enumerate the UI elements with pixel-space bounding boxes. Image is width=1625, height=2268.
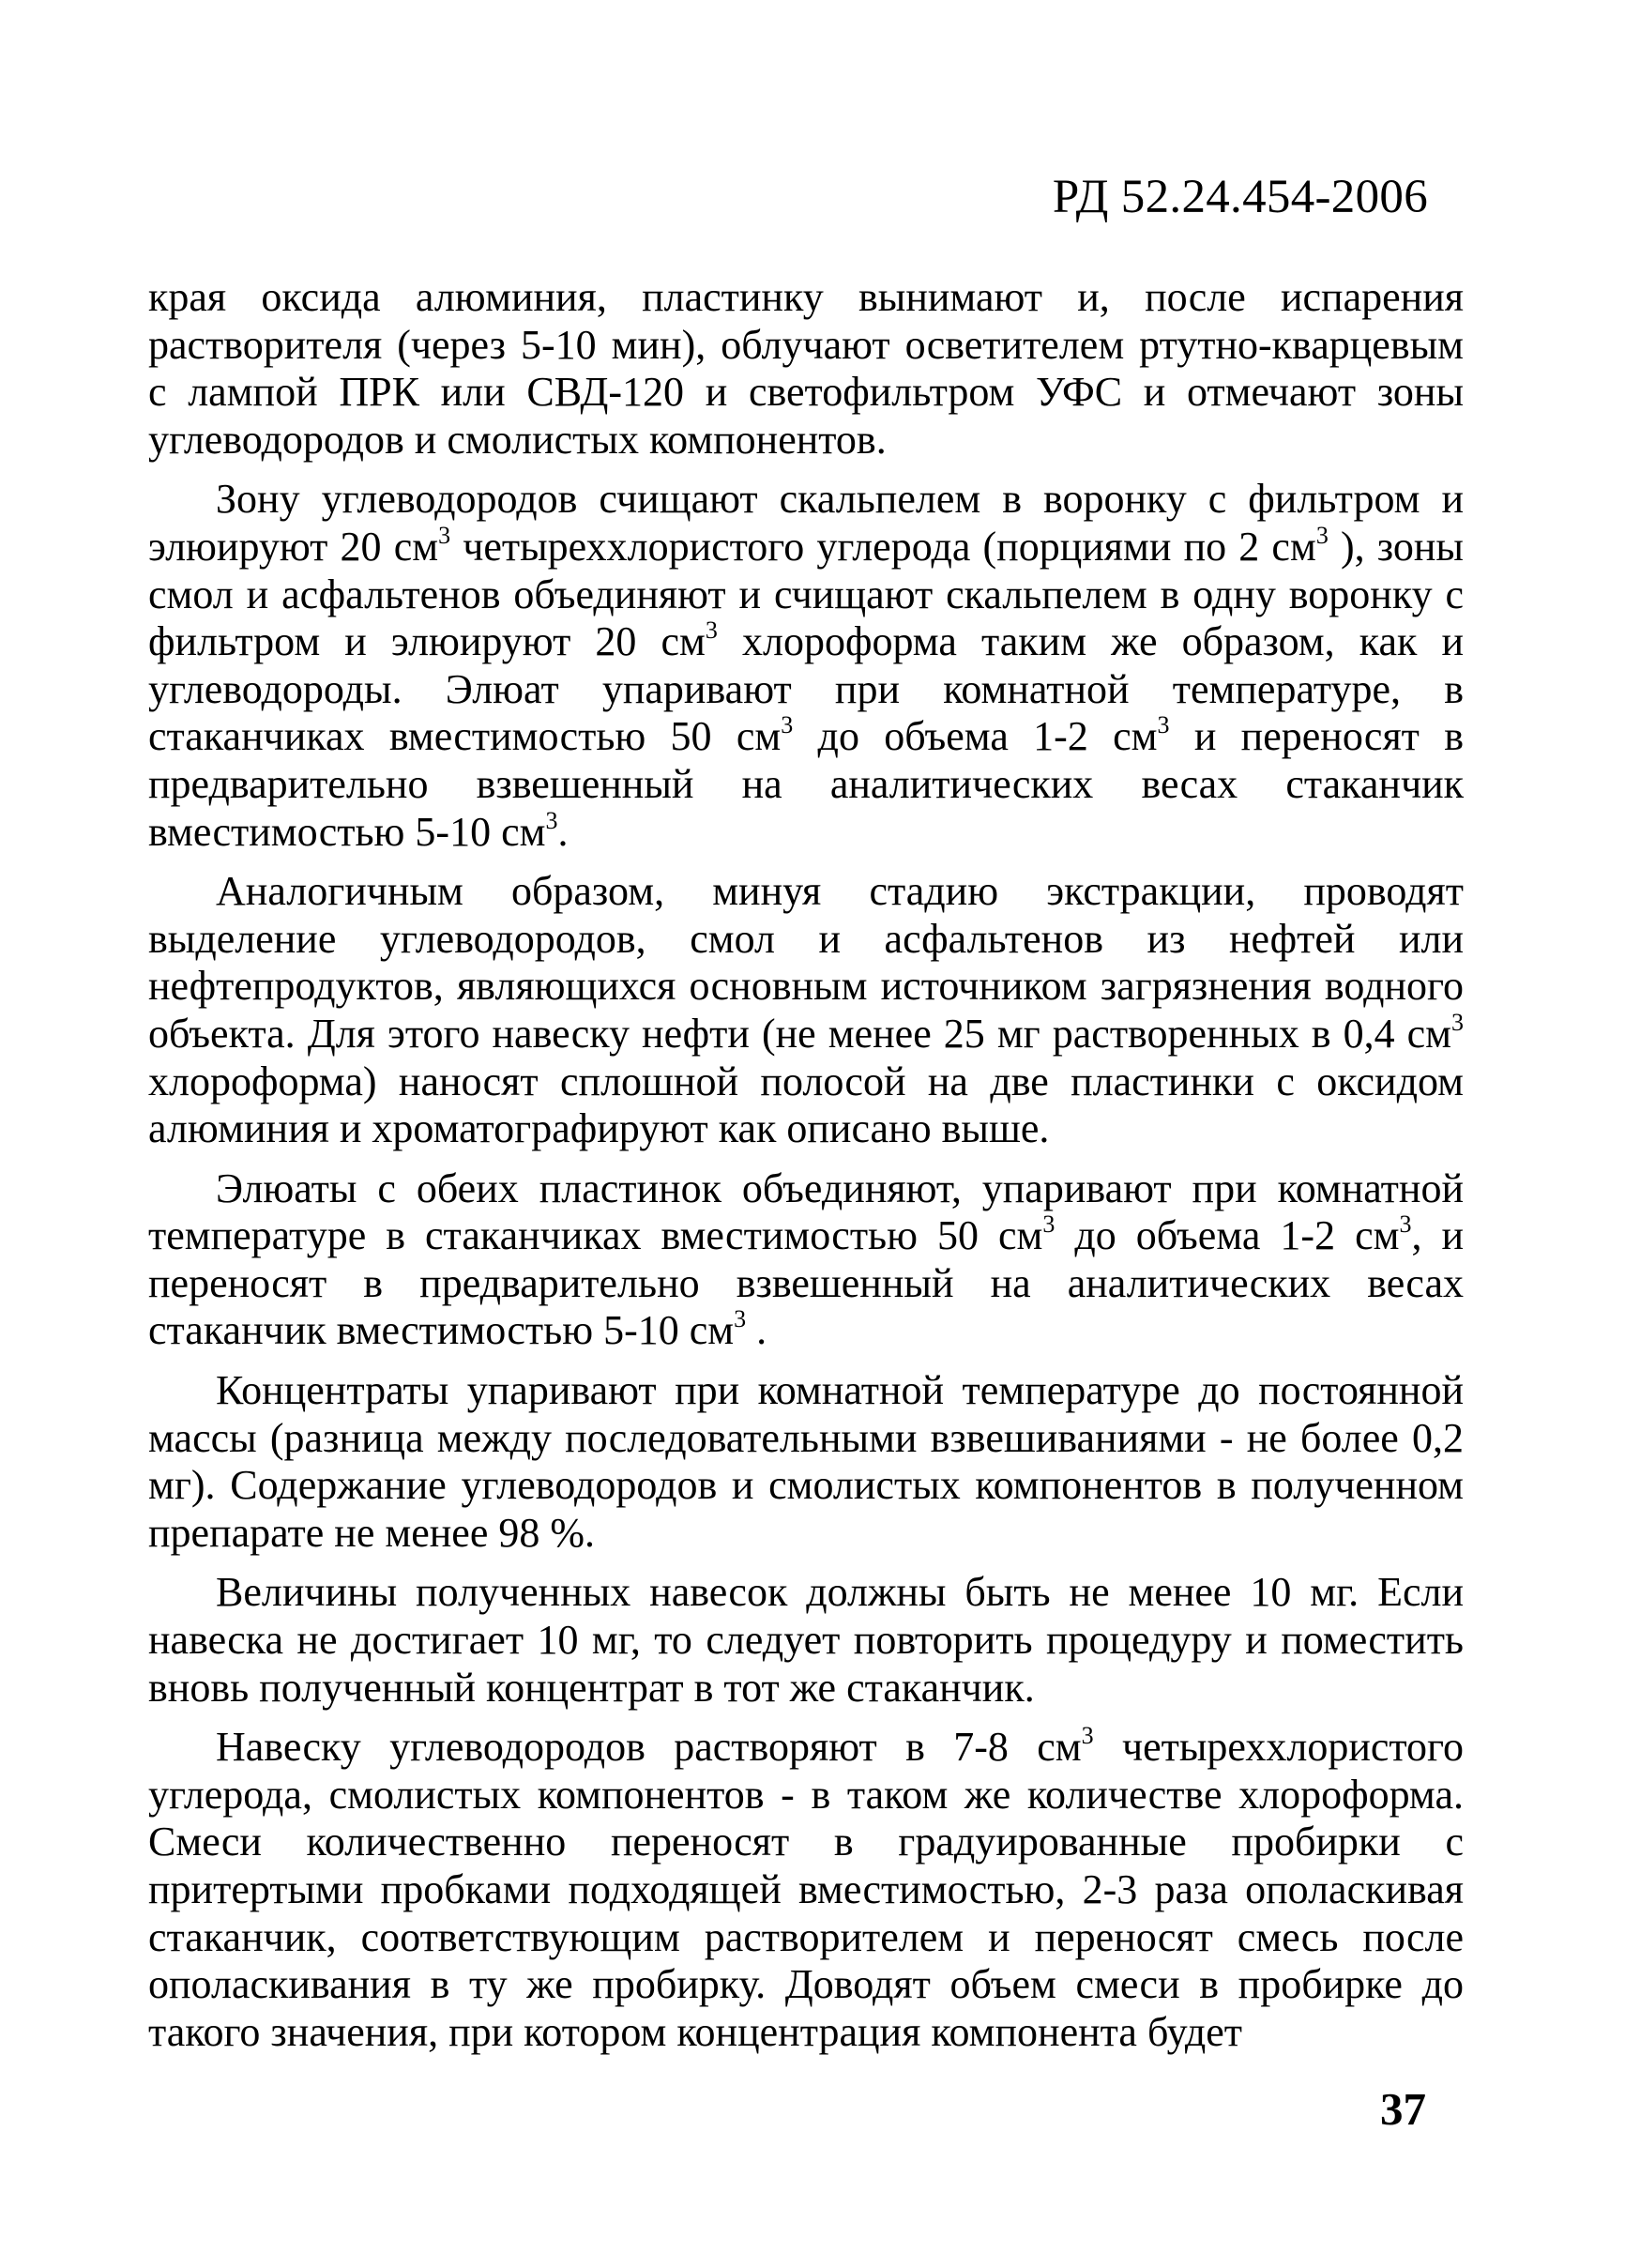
superscript-exponent: 3 xyxy=(1042,1210,1055,1239)
paragraph-3 xyxy=(148,868,1464,1153)
paragraph-2 xyxy=(148,476,1464,856)
superscript-exponent: 3 xyxy=(1081,1722,1094,1750)
superscript-exponent: 3 xyxy=(734,1305,747,1333)
text-run: Величины полученных навесок должны быть не менее 10 мг. Если навеска не достигает 10 мг, то следует повторить процедуру и поместить вновь полученный концентрат в тот же стаканчик. xyxy=(148,1569,1464,1711)
paragraph-1 xyxy=(148,274,1464,464)
paragraph-6 xyxy=(148,1569,1464,1712)
text-run: хлороформа) наносят сплошной полосой на две пластинки с оксидом алюминия и хроматографируют как описано выше. xyxy=(148,1058,1464,1152)
text-run: Концентраты упаривают при комнатной температуре до постоянной массы (разница между последовательными взвешиваниями - не более 0,2 мг). Содержание углеводородов и смолистых компонентов в полученном препарате не менее 98 %. xyxy=(148,1367,1464,1556)
text-run: ), зоны смол и асфальтенов объединяют и счищают скальпелем в одну воронку с фильтром и элюируют 20 см xyxy=(148,523,1464,665)
text-run: Навеску углеводородов растворяют в 7-8 см xyxy=(216,1724,1082,1771)
text-run: Аналогичным образом, минуя стадию экстракции, проводят выделение углеводородов, смол и асфальтенов из нефтей или нефтепродуктов, являющихся основным источником загрязнения водного объекта. Для этого навеску нефти (не менее 25 мг растворенных в 0,4 см xyxy=(148,868,1464,1057)
superscript-exponent: 3 xyxy=(1157,711,1170,739)
document-body xyxy=(148,274,1464,2068)
superscript-exponent: 3 xyxy=(545,806,558,834)
paragraph-5 xyxy=(148,1367,1464,1557)
text-run: . xyxy=(557,808,569,855)
text-run: до объема 1-2 см xyxy=(1055,1212,1400,1259)
text-run: до объема 1-2 см xyxy=(793,713,1158,760)
page-number: 37 xyxy=(1380,2083,1426,2135)
text-run: , и переносят в предварительно взвешенный на аналитических весах стаканчик вместимостью 5-10 см xyxy=(148,1212,1465,1354)
superscript-exponent: 3 xyxy=(1451,1008,1464,1036)
document-code-header: РД 52.24.454-2006 xyxy=(1052,171,1428,223)
text-run: четыреххлористого углерода (порциями по 2 см xyxy=(450,523,1316,570)
text-run: . xyxy=(746,1307,767,1354)
text-run: и переносят в предварительно взвешенный на аналитических весах стаканчик вместимостью 5-10 см xyxy=(148,713,1464,855)
text-run: хлороформа таким же образом, как и углеводороды. Элюат упаривают при комнатной температуре, в стаканчиках вместимостью 50 см xyxy=(148,618,1465,760)
superscript-exponent: 3 xyxy=(781,711,794,739)
paragraph-7 xyxy=(148,1724,1464,2056)
text-run: Зону углеводородов счищают скальпелем в воронку с фильтром и элюируют 20 см xyxy=(148,476,1464,570)
superscript-exponent: 3 xyxy=(1399,1210,1412,1239)
superscript-exponent: 3 xyxy=(438,521,451,549)
text-run: края оксида алюминия, пластинку вынимают и, после испарения растворителя (через 5-10 мин), облучают осветителем ртутно-кварцевым с лампой ПРК или СВД-120 и светофильтром УФС и отмечают зоны углеводородов и смолистых компонентов. xyxy=(148,274,1464,463)
paragraph-4 xyxy=(148,1165,1464,1355)
text-run: четыреххлористого углерода, смолистых компонентов - в таком же количестве хлороформа. Смеси количественно переносят в градуированные пробирки с притертыми пробками подходящей вместимостью, 2-3 раза ополаскивая стаканчик, соответствующим растворителем и переносят смесь после ополаскивания в ту же пробирку. Доводят объем смеси в пробирке до такого значения, при котором концентрация компонента будет xyxy=(148,1724,1464,2055)
superscript-exponent: 3 xyxy=(1315,521,1329,549)
text-run: Элюаты с обеих пластинок объединяют, упаривают при комнатной температуре в стаканчиках вместимостью 50 см xyxy=(148,1164,1464,1259)
superscript-exponent: 3 xyxy=(705,616,718,645)
